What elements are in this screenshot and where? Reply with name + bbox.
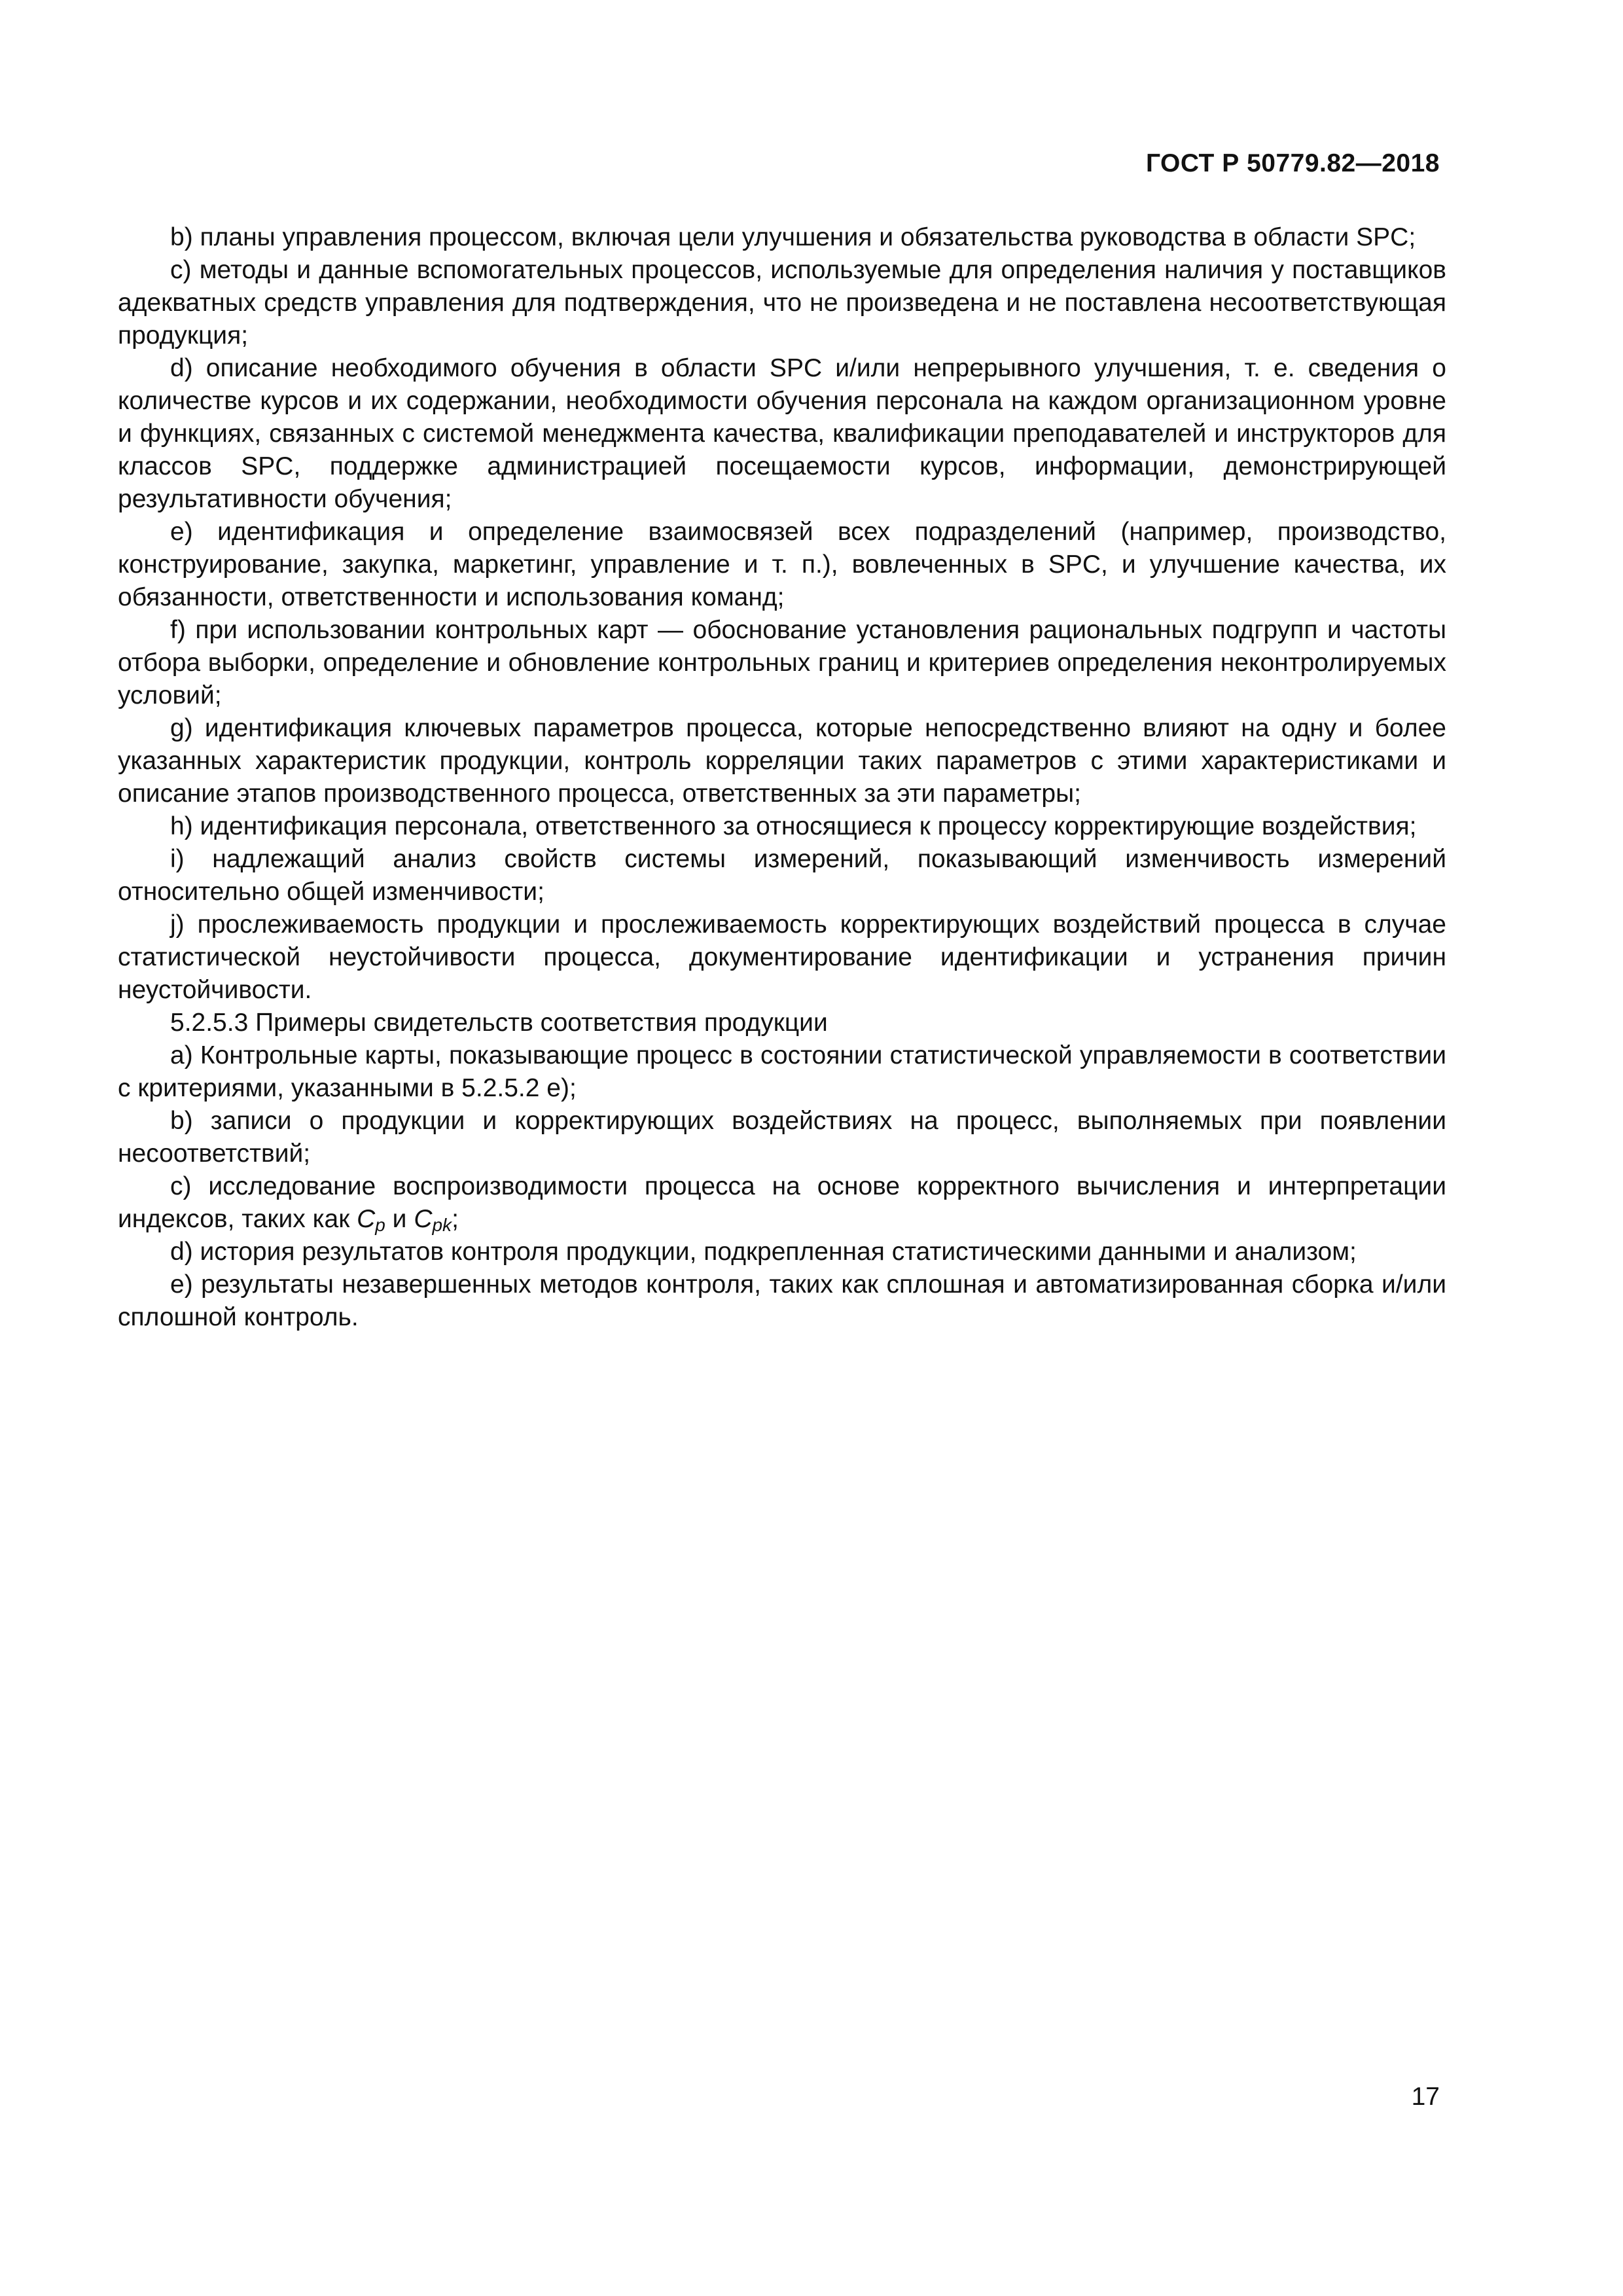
cpk-symbol: C [414, 1205, 433, 1233]
example-e: e) результаты незавершенных методов контроля, таких как сплошная и автоматизированная сборка и/или сплошной контроль. [118, 1270, 1446, 1331]
paragraph-j: j) прослеживаемость продукции и прослеживаемость корректирующих воздействий процесса в случае статистической неустойчивости процесса, документирование идентификации и устранения причин неустойчивости. [118, 910, 1446, 1004]
cp-subscript: p [375, 1215, 385, 1235]
example-c-text: c) исследование воспроизводимости процесса на основе корректного вычисления и интерпретации индексов, таких как [118, 1172, 1446, 1233]
paragraph-e: e) идентификация и определение взаимосвязей всех подразделений (например, производство, конструирование, закупка, маркетинг, управление и т. п.), вовлеченных в SPC, и улучшение качества, их обязанности, ответственности и использования команд; [118, 518, 1446, 611]
section-heading-5-2-5-3: 5.2.5.3 Примеры свидетельств соответствия продукции [170, 1009, 828, 1037]
paragraph-d: d) описание необходимого обучения в области SPC и/или непрерывного улучшения, т. е. сведения о количестве курсов и их содержании, необходимости обучения персонала на каждом организационном уровне и функциях, связанных с системой менеджмента качества, квалификации преподавателей и инструкторов для классов SPC, поддержке администрацией посещаемости курсов, информации, демонстрирующей результативности обучения; [118, 354, 1446, 513]
paragraph-f: f) при использовании контрольных карт — обоснование установления рациональных подгрупп и частоты отбора выборки, определение и обновление контрольных границ и критериев определения неконтролируемых условий; [118, 616, 1446, 709]
standard-code-header: ГОСТ Р 50779.82—2018 [1145, 149, 1440, 177]
paragraph-i: i) надлежащий анализ свойств системы измерений, показывающий изменчивость измерений относительно общей изменчивости; [118, 845, 1446, 906]
example-c-end: ; [452, 1205, 459, 1233]
example-a: a) Контрольные карты, показывающие процесс в состоянии статистической управляемости в соответствии с критериями, указанными в 5.2.5.2 e); [118, 1041, 1446, 1102]
paragraph-h: h) идентификация персонала, ответственного за относящиеся к процессу корректирующие воздействия; [170, 812, 1417, 840]
cp-symbol: C [357, 1205, 376, 1233]
paragraph-g: g) идентификация ключевых параметров процесса, которые непосредственно влияют на одну и более указанных характеристик продукции, контроль корреляции таких параметров с этими характеристиками и описание этапов производственного процесса, ответственных за эти параметры; [118, 714, 1446, 808]
paragraph-c: c) методы и данные вспомогательных процессов, используемые для определения наличия у поставщиков адекватных средств управления для подтверждения, что не произведена и не поставлена несоответствующая продукция; [118, 256, 1446, 350]
cpk-subscript: pk [432, 1215, 452, 1235]
page-number: 17 [1411, 2083, 1440, 2111]
example-c [118, 1170, 1446, 1236]
document-body [118, 221, 1446, 1334]
example-d: d) история результатов контроля продукции, подкрепленная статистическими данными и анализом; [170, 1238, 1357, 1266]
paragraph-b: b) планы управления процессом, включая цели улучшения и обязательства руководства в области SPC; [170, 223, 1416, 251]
example-b: b) записи о продукции и корректирующих воздействиях на процесс, выполняемых при появлении несоответствий; [118, 1107, 1446, 1168]
example-c-and: и [385, 1205, 414, 1233]
